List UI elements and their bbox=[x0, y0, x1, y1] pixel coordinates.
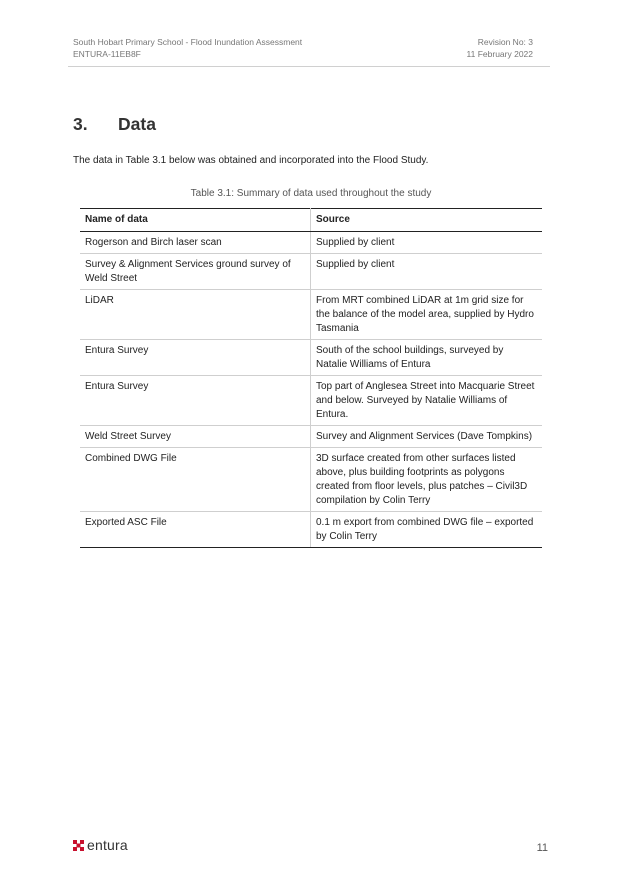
table-caption: Table 3.1: Summary of data used throughout the study bbox=[190, 188, 432, 199]
table-row bbox=[80, 254, 542, 290]
table-header-row bbox=[80, 209, 542, 232]
cell-source: Supplied by client bbox=[311, 232, 543, 254]
section-title: Data bbox=[118, 114, 156, 134]
document-id: ENTURA-11EB8F bbox=[73, 49, 141, 59]
cell-name: Combined DWG File bbox=[80, 448, 311, 512]
header-left bbox=[73, 36, 302, 60]
cell-source: Supplied by client bbox=[311, 254, 543, 290]
section-number: 3. bbox=[73, 114, 88, 134]
cell-name: LiDAR bbox=[80, 290, 311, 340]
cell-name: Weld Street Survey bbox=[80, 426, 311, 448]
section-heading bbox=[73, 114, 156, 135]
table-row bbox=[80, 232, 542, 254]
table-row bbox=[80, 340, 542, 376]
cell-source: From MRT combined LiDAR at 1m grid size for the balance of the model area, supplied by Hydro Tasmania bbox=[311, 290, 543, 340]
intro-paragraph: The data in Table 3.1 below was obtained and incorporated into the Flood Study. bbox=[73, 155, 429, 166]
column-header-source: Source bbox=[311, 209, 543, 232]
cell-name: Rogerson and Birch laser scan bbox=[80, 232, 311, 254]
data-summary-table bbox=[80, 208, 542, 548]
cell-source: 3D surface created from other surfaces listed above, plus building footprints as polygons created from floor levels, plus patches – Civil3D compilation by Colin Terry bbox=[311, 448, 543, 512]
document-date: 11 February 2022 bbox=[466, 49, 533, 59]
cell-name: Survey & Alignment Services ground survey of Weld Street bbox=[80, 254, 311, 290]
header-divider bbox=[68, 66, 550, 67]
column-header-name: Name of data bbox=[80, 209, 311, 232]
cell-source: Top part of Anglesea Street into Macquarie Street and below. Surveyed by Natalie Williams of Entura. bbox=[311, 376, 543, 426]
cell-name: Entura Survey bbox=[80, 340, 311, 376]
table-row bbox=[80, 376, 542, 426]
table-row bbox=[80, 512, 542, 548]
entura-logo bbox=[73, 837, 128, 853]
entura-mark-icon bbox=[73, 840, 84, 851]
document-title: South Hobart Primary School - Flood Inundation Assessment bbox=[73, 37, 303, 47]
table-row bbox=[80, 290, 542, 340]
cell-source: South of the school buildings, surveyed by Natalie Williams of Entura bbox=[311, 340, 543, 376]
table-row bbox=[80, 448, 542, 512]
revision-number: Revision No: 3 bbox=[477, 37, 533, 47]
brand-name: entura bbox=[87, 837, 128, 853]
page-number: 11 bbox=[536, 842, 548, 854]
header-right bbox=[467, 36, 533, 60]
cell-name: Exported ASC File bbox=[80, 512, 311, 548]
cell-name: Entura Survey bbox=[80, 376, 311, 426]
table-row bbox=[80, 426, 542, 448]
cell-source: Survey and Alignment Services (Dave Tompkins) bbox=[311, 426, 543, 448]
cell-source: 0.1 m export from combined DWG file – exported by Colin Terry bbox=[311, 512, 543, 548]
